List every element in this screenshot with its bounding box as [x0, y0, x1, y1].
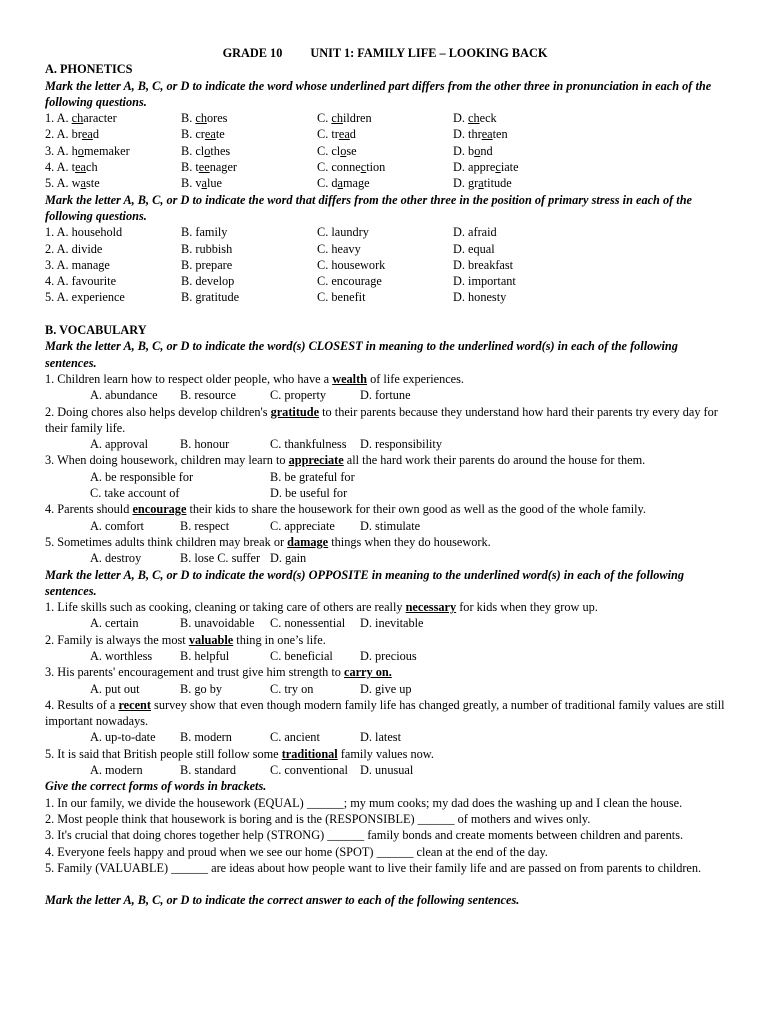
answer-options — [45, 615, 725, 631]
stress-option: B. prepare — [181, 257, 233, 272]
underlined-part: o — [77, 143, 84, 158]
option: C. try on — [270, 681, 314, 696]
option: C. property — [270, 388, 327, 403]
opposite-question-2: 2. Family is always the most valuable thing in one’s life. — [45, 632, 326, 647]
pron-option-b: B. clothes — [181, 143, 231, 158]
word-form-question-1: 1. In our family, we divide the housework (EQUAL) ______; my mum cooks; my dad does the washing up and I clean the house. — [45, 795, 683, 810]
option: D. gain — [270, 551, 307, 566]
pron-option-c: C. children — [317, 111, 372, 126]
closest-question-1: 1. Children learn how to respect older people, who have a wealth of life experiences. — [45, 371, 464, 386]
underlined-keyword: necessary — [405, 600, 457, 615]
underlined-part: a — [80, 176, 86, 191]
option: D. precious — [360, 648, 417, 663]
option: B. resource — [180, 388, 236, 403]
answer-options — [45, 729, 725, 745]
stress-option: 4. A. favourite — [45, 274, 117, 289]
stress-option: C. heavy — [317, 241, 361, 256]
stress-option: 5. A. experience — [45, 290, 125, 305]
pron-option-b: B. create — [181, 127, 225, 142]
stress-question-2 — [45, 241, 725, 257]
stress-option: 1. A. household — [45, 225, 123, 240]
option: A. be responsible for — [90, 469, 194, 484]
underlined-part: ch — [468, 111, 480, 126]
underlined-part: a — [478, 176, 484, 191]
instruction-stress: Mark the letter A, B, C, or D to indicate the word that differs from the other three in the position of primary stress in each of the following questions. — [45, 192, 692, 223]
stress-question-3 — [45, 257, 725, 273]
instruction-opposite: Mark the letter A, B, C, or D to indicate the word(s) OPPOSITE in meaning to the underlined word(s) in each of the following sentences. — [45, 567, 685, 598]
stress-option: D. equal — [453, 241, 495, 256]
option: C. take account of — [90, 486, 180, 501]
option: B. unavoidable — [180, 616, 255, 631]
stress-option: D. important — [453, 274, 516, 289]
stress-option: D. honesty — [453, 290, 507, 305]
instruction-word-forms: Give the correct forms of words in brackets. — [45, 779, 267, 794]
closest-questions — [45, 371, 725, 567]
opposite-questions — [45, 599, 725, 778]
instruction-correct-answer: Mark the letter A, B, C, or D to indicate the correct answer to each of the following sentences. — [45, 893, 520, 908]
option: C. ancient — [270, 730, 320, 745]
option: B. go by — [180, 681, 223, 696]
stress-question-5 — [45, 289, 725, 305]
option: D. stimulate — [360, 518, 421, 533]
pron-option-d: D. gratitude — [453, 176, 512, 191]
underlined-part: ea — [81, 127, 93, 142]
stress-question-1 — [45, 224, 725, 240]
underlined-part: ea — [338, 127, 350, 142]
option: A. up-to-date — [90, 730, 156, 745]
underlined-part: ea — [75, 160, 86, 175]
underlined-keyword: recent — [118, 697, 151, 712]
pron-option-a: 2. A. bread — [45, 127, 99, 142]
stress-option: 2. A. divide — [45, 241, 103, 256]
underlined-part: o — [474, 143, 481, 158]
word-form-question-3: 3. It's crucial that doing chores together help (STRONG) ______ family bonds and create moments between children and parents. — [45, 828, 684, 843]
underlined-part: c — [495, 160, 501, 175]
pron-question-2 — [45, 126, 725, 142]
underlined-part: ea — [481, 127, 493, 142]
opposite-question-5: 5. It is said that British people still follow some traditional family values now. — [45, 746, 434, 761]
option: D. fortune — [360, 388, 411, 403]
stress-question-4 — [45, 273, 725, 289]
underlined-part: c — [360, 160, 367, 175]
underlined-keyword: damage — [287, 534, 329, 549]
stress-option: 3. A. manage — [45, 257, 110, 272]
underlined-part: ch — [71, 111, 84, 126]
pron-option-d: D. check — [453, 111, 497, 126]
answer-options — [45, 762, 725, 778]
pron-option-a: 1. A. character — [45, 111, 117, 126]
pron-question-1 — [45, 110, 725, 126]
opposite-question-3: 3. His parents' encouragement and trust give him strength to carry on. — [45, 665, 392, 680]
stress-option: B. gratitude — [181, 290, 240, 305]
option: D. unusual — [360, 763, 414, 778]
title-grade: GRADE 10 — [222, 46, 283, 60]
opposite-question-1: 1. Life skills such as cooking, cleaning or taking care of others are really necessary for kids when they grow up. — [45, 600, 598, 615]
word-form-question-5: 5. Family (VALUABLE) ______ are ideas about how people want to live their family life and are passed on from parents to children. — [45, 860, 702, 875]
answer-options — [45, 469, 725, 485]
word-form-question-4: 4. Everyone feels happy and proud when we see our home (SPOT) ______ clean at the end of the day. — [45, 844, 548, 859]
pron-option-d: D. threaten — [453, 127, 508, 142]
pron-option-b: B. value — [181, 176, 222, 191]
option: A. put out — [90, 681, 140, 696]
option: C. beneficial — [270, 648, 333, 663]
option: B. helpful — [180, 648, 230, 663]
option: D. responsibility — [360, 437, 442, 452]
underlined-part: a — [337, 176, 343, 191]
option: A. destroy — [90, 551, 142, 566]
option: C. conventional — [270, 763, 348, 778]
answer-options — [45, 387, 725, 403]
pronunciation-questions — [45, 110, 725, 191]
stress-option: B. family — [181, 225, 228, 240]
word-form-questions — [45, 795, 725, 876]
answer-options — [45, 485, 725, 501]
underlined-part: ee — [198, 160, 210, 175]
pron-option-b: B. chores — [181, 111, 228, 126]
pron-option-c: C. close — [317, 143, 357, 158]
option: A. abundance — [90, 388, 158, 403]
answer-options — [45, 681, 725, 697]
option: B. respect — [180, 518, 230, 533]
pron-option-c: C. connection — [317, 160, 386, 175]
pron-question-3 — [45, 143, 725, 159]
underlined-part: o — [204, 143, 211, 158]
option: B. standard — [180, 763, 237, 778]
pron-question-4 — [45, 159, 725, 175]
underlined-part: ch — [195, 111, 207, 126]
pron-option-a: 4. A. teach — [45, 160, 98, 175]
option: C. nonessential — [270, 616, 346, 631]
option: A. certain — [90, 616, 139, 631]
option: C. appreciate — [270, 518, 335, 533]
word-form-question-2: 2. Most people think that housework is boring and is the (RESPONSIBLE) ______ of mothers and wives only. — [45, 811, 591, 826]
stress-option: D. afraid — [453, 225, 497, 240]
option: A. modern — [90, 763, 143, 778]
pron-option-d: D. bond — [453, 143, 493, 158]
pron-option-d: D. appreciate — [453, 160, 519, 175]
section-heading-vocabulary: B. VOCABULARY — [45, 323, 147, 338]
option: B. modern — [180, 730, 232, 745]
option: D. give up — [360, 681, 412, 696]
pron-option-b: B. teenager — [181, 160, 238, 175]
option: A. approval — [90, 437, 149, 452]
instruction-closest: Mark the letter A, B, C, or D to indicate the word(s) CLOSEST in meaning to the underlined word(s) in each of the following sentences. — [45, 339, 678, 370]
option: B. honour — [180, 437, 230, 452]
answer-options — [45, 518, 725, 534]
section-heading-phonetics: A. PHONETICS — [45, 62, 133, 77]
option: D. inevitable — [360, 616, 424, 631]
closest-question-5: 5. Sometimes adults think children may break or damage things when they do housework. — [45, 534, 491, 549]
underlined-part: ch — [331, 111, 343, 126]
underlined-keyword: wealth — [332, 371, 368, 386]
pron-option-c: C. tread — [317, 127, 356, 142]
underlined-keyword: encourage — [132, 502, 187, 517]
stress-option: C. encourage — [317, 274, 382, 289]
pron-question-5 — [45, 175, 725, 191]
option: D. be useful for — [270, 486, 348, 501]
answer-options — [45, 648, 725, 664]
stress-option: C. laundry — [317, 225, 369, 240]
option: A. comfort — [90, 518, 144, 533]
option: C. thankfulness — [270, 437, 347, 452]
worksheet-page — [45, 45, 725, 909]
pron-option-a: 3. A. homemaker — [45, 143, 130, 158]
underlined-part: a — [201, 176, 207, 191]
stress-option: D. breakfast — [453, 257, 514, 272]
option: D. latest — [360, 730, 401, 745]
option: B. lose C. suffer — [180, 551, 261, 566]
opposite-question-4: 4. Results of a recent survey show that even though modern family life has changed greatly, a number of traditional family values are still important nowadays. — [45, 697, 725, 729]
underlined-keyword: appreciate — [288, 453, 344, 468]
pron-option-a: 5. A. waste — [45, 176, 100, 191]
stress-option: B. develop — [181, 274, 235, 289]
closest-question-4: 4. Parents should encourage their kids to share the housework for their own good as well as the good of the whole family. — [45, 502, 646, 517]
underlined-part: ea — [204, 127, 216, 142]
page-title — [45, 45, 725, 61]
answer-options — [45, 436, 725, 452]
option: A. worthless — [90, 648, 153, 663]
underlined-part: o — [340, 143, 347, 158]
closest-question-3: 3. When doing housework, children may learn to appreciate all the hard work their parents do around the house for them. — [45, 453, 646, 468]
stress-option: C. benefit — [317, 290, 366, 305]
pron-option-c: C. damage — [317, 176, 370, 191]
option: B. be grateful for — [270, 469, 355, 484]
closest-question-2: 2. Doing chores also helps develop children's gratitude to their parents because they understand how hard their parents try every day for their family life. — [45, 404, 718, 435]
underlined-keyword: traditional — [281, 746, 338, 761]
underlined-keyword: valuable — [188, 632, 234, 647]
underlined-keyword: carry on. — [343, 665, 392, 680]
stress-option: B. rubbish — [181, 241, 233, 256]
title-unit: UNIT 1: FAMILY LIFE – LOOKING BACK — [310, 46, 548, 60]
answer-options — [45, 550, 725, 566]
underlined-keyword: gratitude — [270, 404, 320, 419]
instruction-pronunciation: Mark the letter A, B, C, or D to indicate the word whose underlined part differs from the other three in pronunciation in each of the following questions. — [45, 78, 712, 109]
stress-option: C. housework — [317, 257, 386, 272]
stress-questions — [45, 224, 725, 305]
